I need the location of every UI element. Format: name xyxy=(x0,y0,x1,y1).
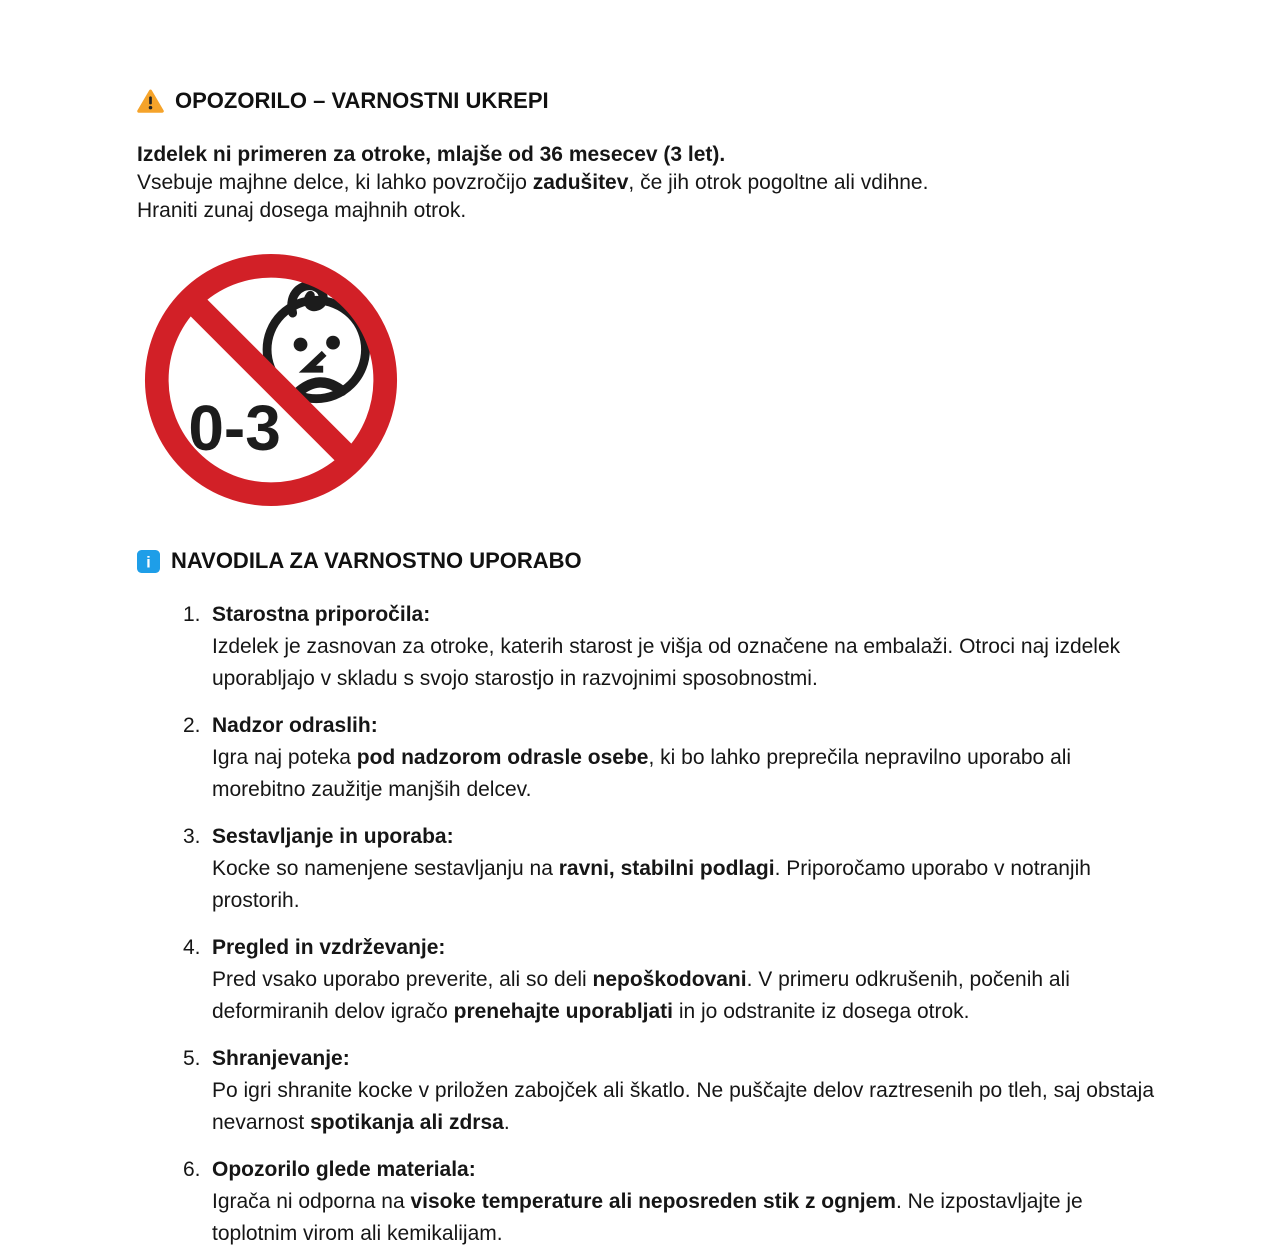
list-item-content xyxy=(212,932,1168,1028)
list-item xyxy=(183,1043,1168,1139)
list-item-number: 1. xyxy=(183,603,201,626)
list-item xyxy=(183,710,1168,806)
list-item-heading: Opozorilo glede materiala: xyxy=(212,1158,476,1181)
bold-text: spotikanja ali zdrsa xyxy=(310,1111,504,1134)
text: Igra naj poteka xyxy=(212,746,357,769)
bold-text: zadušitev xyxy=(532,171,629,194)
info-icon-glyph: i xyxy=(146,554,151,571)
text: Pred vsako uporabo preverite, ali so deli xyxy=(212,968,593,991)
list-item-content xyxy=(212,599,1168,695)
list-item-body xyxy=(212,631,1162,695)
text: Izdelek je zasnovan za otroke, katerih starost je višja od označene na embalaži. Otroci naj izdelek uporabljajo v skladu s svojo starostjo in razvojnimi sposobnostmi. xyxy=(212,635,1121,690)
bold-text: nepoškodovani xyxy=(592,968,747,991)
list-item-number: 5. xyxy=(183,1047,201,1070)
info-icon xyxy=(137,550,160,573)
list-item-number: 2. xyxy=(183,714,201,737)
list-item-heading: Pregled in vzdrževanje: xyxy=(212,936,446,959)
age-range-label: 0-3 xyxy=(188,391,281,464)
warning-paragraph xyxy=(137,141,1197,225)
list-item-number: 3. xyxy=(183,825,201,848)
text: Igrača ni odporna na xyxy=(212,1190,411,1213)
text: Vsebuje majhne delce, ki lahko povzročijo xyxy=(137,171,533,194)
list-item xyxy=(183,599,1168,695)
list-item-content xyxy=(212,1154,1168,1250)
bold-text: pod nadzorom odrasle osebe xyxy=(356,746,649,769)
list-item-body xyxy=(212,853,1162,917)
list-item-heading: Sestavljanje in uporaba: xyxy=(212,825,454,848)
text: , ki bo lahko preprečila nepravilno uporabo ali morebitno zaužitje manjših delcev. xyxy=(212,746,1072,801)
bold-text: visoke temperature ali neposreden stik z ognjem xyxy=(410,1190,896,1213)
text: . Ne izpostavljajte je toplotnim virom ali kemikalijam. xyxy=(212,1190,1083,1245)
list-item-content xyxy=(212,821,1168,917)
text: . Priporočamo uporabo v notranjih prostorih. xyxy=(212,857,1091,912)
list-item-body xyxy=(212,742,1162,806)
list-item xyxy=(183,821,1168,917)
list-item-content xyxy=(212,710,1168,806)
list-item-heading: Shranjevanje: xyxy=(212,1047,350,1070)
list-item-content xyxy=(212,1043,1168,1139)
text: Hraniti zunaj dosega majhnih otrok. xyxy=(137,199,467,222)
list-item xyxy=(183,932,1168,1028)
text: in jo odstranite iz dosega otrok. xyxy=(673,1000,970,1023)
warning-triangle-icon xyxy=(137,89,164,113)
warning-line xyxy=(137,197,1197,225)
warning-line xyxy=(137,169,1197,197)
text: Po igri shranite kocke v priložen zabojček ali škatlo. Ne puščajte delov raztresenih po tleh, saj obstaja nevarnost xyxy=(212,1079,1154,1134)
text: , če jih otrok pogoltne ali vdihne. xyxy=(628,171,929,194)
bold-text: prenehajte uporabljati xyxy=(453,1000,673,1023)
warning-title: OPOZORILO – VARNOSTNI UKREPI xyxy=(175,88,549,113)
list-item xyxy=(183,1154,1168,1250)
list-item-body xyxy=(212,1186,1162,1250)
instructions-title: NAVODILA ZA VARNOSTNO UPORABO xyxy=(171,548,582,573)
warning-line xyxy=(137,141,1197,169)
instructions-list xyxy=(183,599,1168,1258)
instructions-section-header xyxy=(137,548,582,574)
list-item-body xyxy=(212,1075,1162,1139)
age-restriction-0-3-sign xyxy=(143,252,399,508)
list-item-heading: Starostna priporočila: xyxy=(212,603,431,626)
bold-text: ravni, stabilni podlagi xyxy=(558,857,775,880)
bold-text: Izdelek ni primeren za otroke, mlajše od 36 mesecev (3 let). xyxy=(137,143,726,166)
list-item-body xyxy=(212,964,1162,1028)
warning-section-header xyxy=(137,88,549,114)
text: . V primeru odkrušenih, počenih ali deformiranih delov igračo xyxy=(212,968,1070,1023)
list-item-heading: Nadzor odraslih: xyxy=(212,714,378,737)
text: Kocke so namenjene sestavljanju na xyxy=(212,857,559,880)
list-item-number: 4. xyxy=(183,936,201,959)
text: . xyxy=(503,1111,510,1134)
list-item-number: 6. xyxy=(183,1158,201,1181)
